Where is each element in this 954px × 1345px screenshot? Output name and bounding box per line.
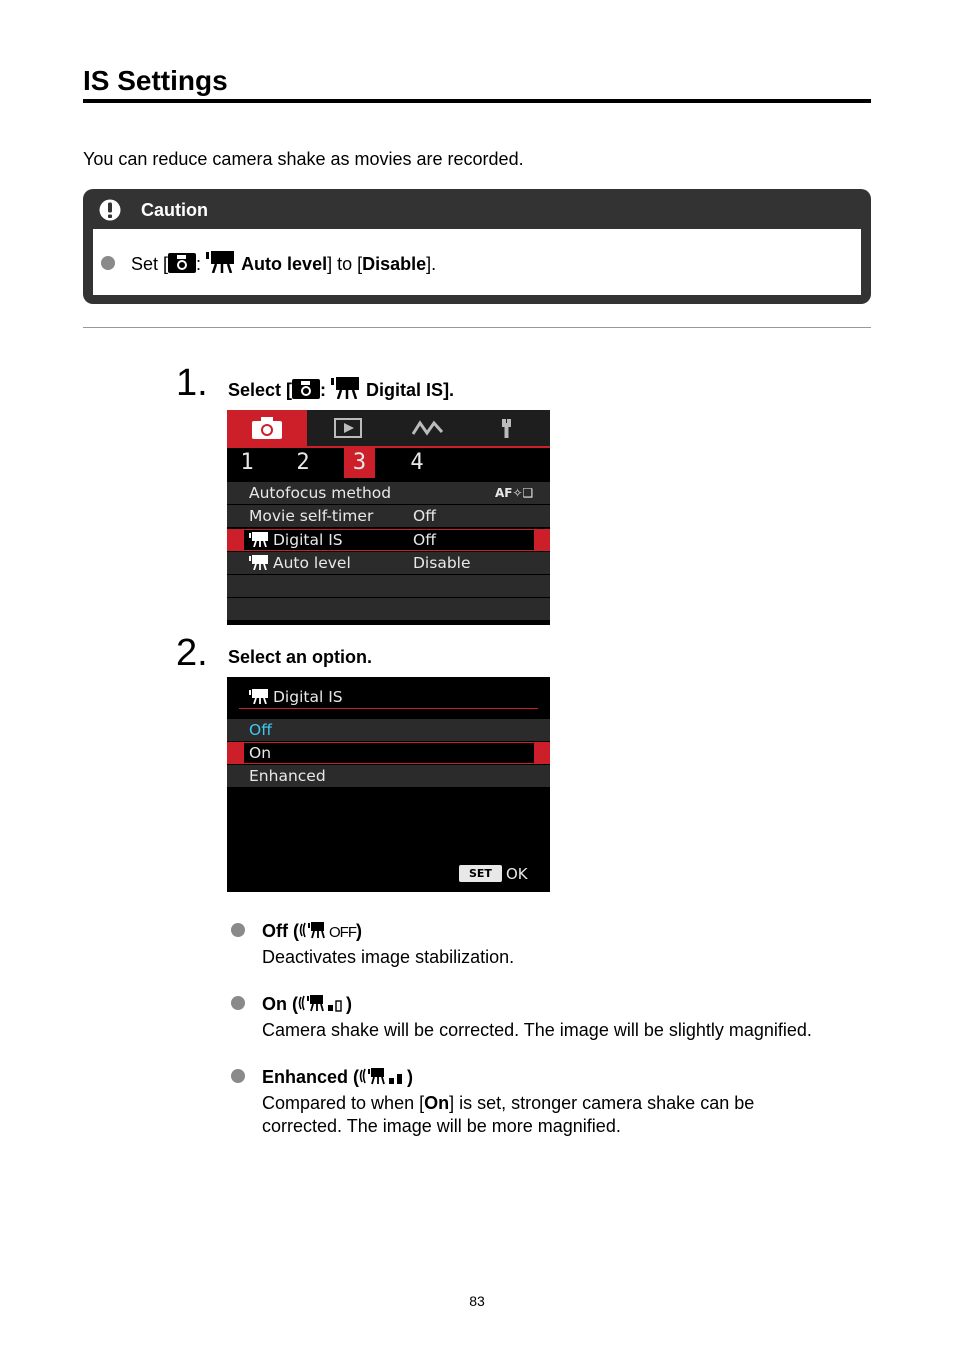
intro-text: You can reduce camera shake as movies are recorded. (83, 149, 524, 169)
step-label (228, 377, 454, 401)
is-enhanced-icon (359, 1066, 407, 1086)
option-row-label: Off (249, 721, 272, 739)
menu-tab-bar (227, 410, 550, 446)
caution-box (83, 189, 871, 304)
bullet (231, 996, 245, 1010)
camera-icon (252, 417, 282, 439)
caution-heading: Caution (141, 200, 208, 220)
menu-row-label-text: Auto level (273, 554, 351, 572)
playback-icon (334, 418, 362, 438)
menu-row-label: Autofocus method (249, 484, 392, 502)
caution-text-colon: : (196, 254, 207, 274)
option-name: On (262, 994, 287, 1014)
tab-shooting[interactable] (227, 410, 307, 446)
bullet (231, 923, 245, 937)
menu-row-value: Off (413, 507, 436, 525)
menu-row-value: Off (413, 531, 436, 549)
step-label: Select an option. (228, 647, 373, 667)
menu-row[interactable] (227, 505, 550, 527)
menu-row-label: Movie self-timer (249, 507, 374, 525)
option-row-label: On (249, 744, 272, 762)
movie-icon (331, 377, 361, 399)
option-description: Camera shake will be corrected. The image will be slightly magnified. (262, 1020, 812, 1040)
menu-row-label-text: Digital IS (273, 531, 343, 549)
menu-row[interactable] (227, 482, 550, 504)
wireless-icon (411, 420, 445, 436)
is-on-icon (298, 993, 346, 1013)
ok-label: OK (505, 864, 528, 883)
step-number: 1. (176, 362, 208, 404)
option-description-prefix: Compared to when [ (262, 1093, 425, 1113)
page-number: 83 (469, 1293, 485, 1309)
caution-text-middle: ] to [ (327, 254, 363, 274)
tab-wireless[interactable] (389, 410, 469, 446)
caution-text-prefix: Set [ (131, 254, 169, 274)
caution-setting-value: Disable (362, 254, 427, 274)
menu-row-selected[interactable] (227, 529, 550, 551)
step-number: 2. (176, 632, 208, 674)
option-title-on: On ( ) (262, 994, 352, 1014)
movie-icon (249, 532, 269, 547)
tab-underline (227, 446, 550, 448)
page-number-3[interactable]: 3 (344, 448, 375, 478)
camera-icon (292, 379, 320, 399)
option-description-suffix: ] is set, stronger camera shake can be corrected. The image will be more magnified. (262, 1093, 755, 1136)
bullet (101, 256, 115, 270)
caution-text (131, 251, 436, 276)
camera-icon (168, 253, 196, 273)
menu-row-empty (227, 598, 550, 620)
option-screen-title (249, 686, 343, 708)
step-label-colon: : (320, 380, 332, 400)
option-title-off: Off ( OFF) (262, 921, 362, 941)
caution-setting-name: Auto level (241, 254, 328, 274)
menu-row-value: AF✧❑ (495, 486, 534, 500)
set-button[interactable]: SET (459, 865, 502, 882)
option-name: Enhanced (262, 1067, 349, 1087)
menu-row-value: Disable (413, 554, 471, 572)
option-screen (227, 677, 550, 892)
option-description: Deactivates image stabilization. (262, 947, 515, 967)
option-row-off[interactable] (227, 719, 550, 741)
step-label-name: Digital IS (366, 380, 444, 400)
title-rule (83, 99, 871, 103)
option-name: Off (262, 921, 288, 941)
is-off-label: OFF (329, 924, 356, 941)
option-description (262, 1092, 822, 1138)
is-off-icon (299, 920, 329, 940)
option-row-enhanced[interactable] (227, 765, 550, 787)
option-title-enhanced: Enhanced ( ) (262, 1067, 414, 1087)
wrench-icon (500, 417, 520, 439)
option-description-bold: On (424, 1093, 450, 1113)
option-screen-title-text: Digital IS (273, 688, 343, 706)
title-underline (239, 708, 538, 709)
menu-row[interactable] (227, 552, 550, 574)
page-number-4[interactable]: 4 (410, 450, 424, 475)
page-number-2[interactable]: 2 (296, 450, 310, 475)
menu-row-label (249, 529, 343, 551)
page-number-1[interactable]: 1 (240, 450, 254, 475)
step-label-prefix: Select [ (228, 380, 293, 400)
tab-setup[interactable] (470, 410, 550, 446)
menu-row-label (249, 552, 351, 574)
page-title: IS Settings (83, 65, 228, 96)
option-row-on-selected[interactable] (227, 742, 550, 764)
tab-playback[interactable] (308, 410, 388, 446)
selection-highlight (244, 743, 534, 763)
caution-icon (99, 199, 121, 221)
movie-icon (249, 689, 269, 704)
set-ok-button[interactable] (459, 863, 528, 884)
separator-rule (83, 327, 871, 328)
caution-text-suffix: ]. (426, 254, 437, 274)
menu-row-empty (227, 575, 550, 597)
menu-screen (227, 410, 550, 625)
bullet (231, 1069, 245, 1083)
option-row-label: Enhanced (249, 767, 326, 785)
movie-icon (249, 555, 269, 570)
step-label-suffix: ]. (443, 380, 455, 400)
movie-icon (206, 251, 236, 273)
caution-body (93, 229, 861, 295)
